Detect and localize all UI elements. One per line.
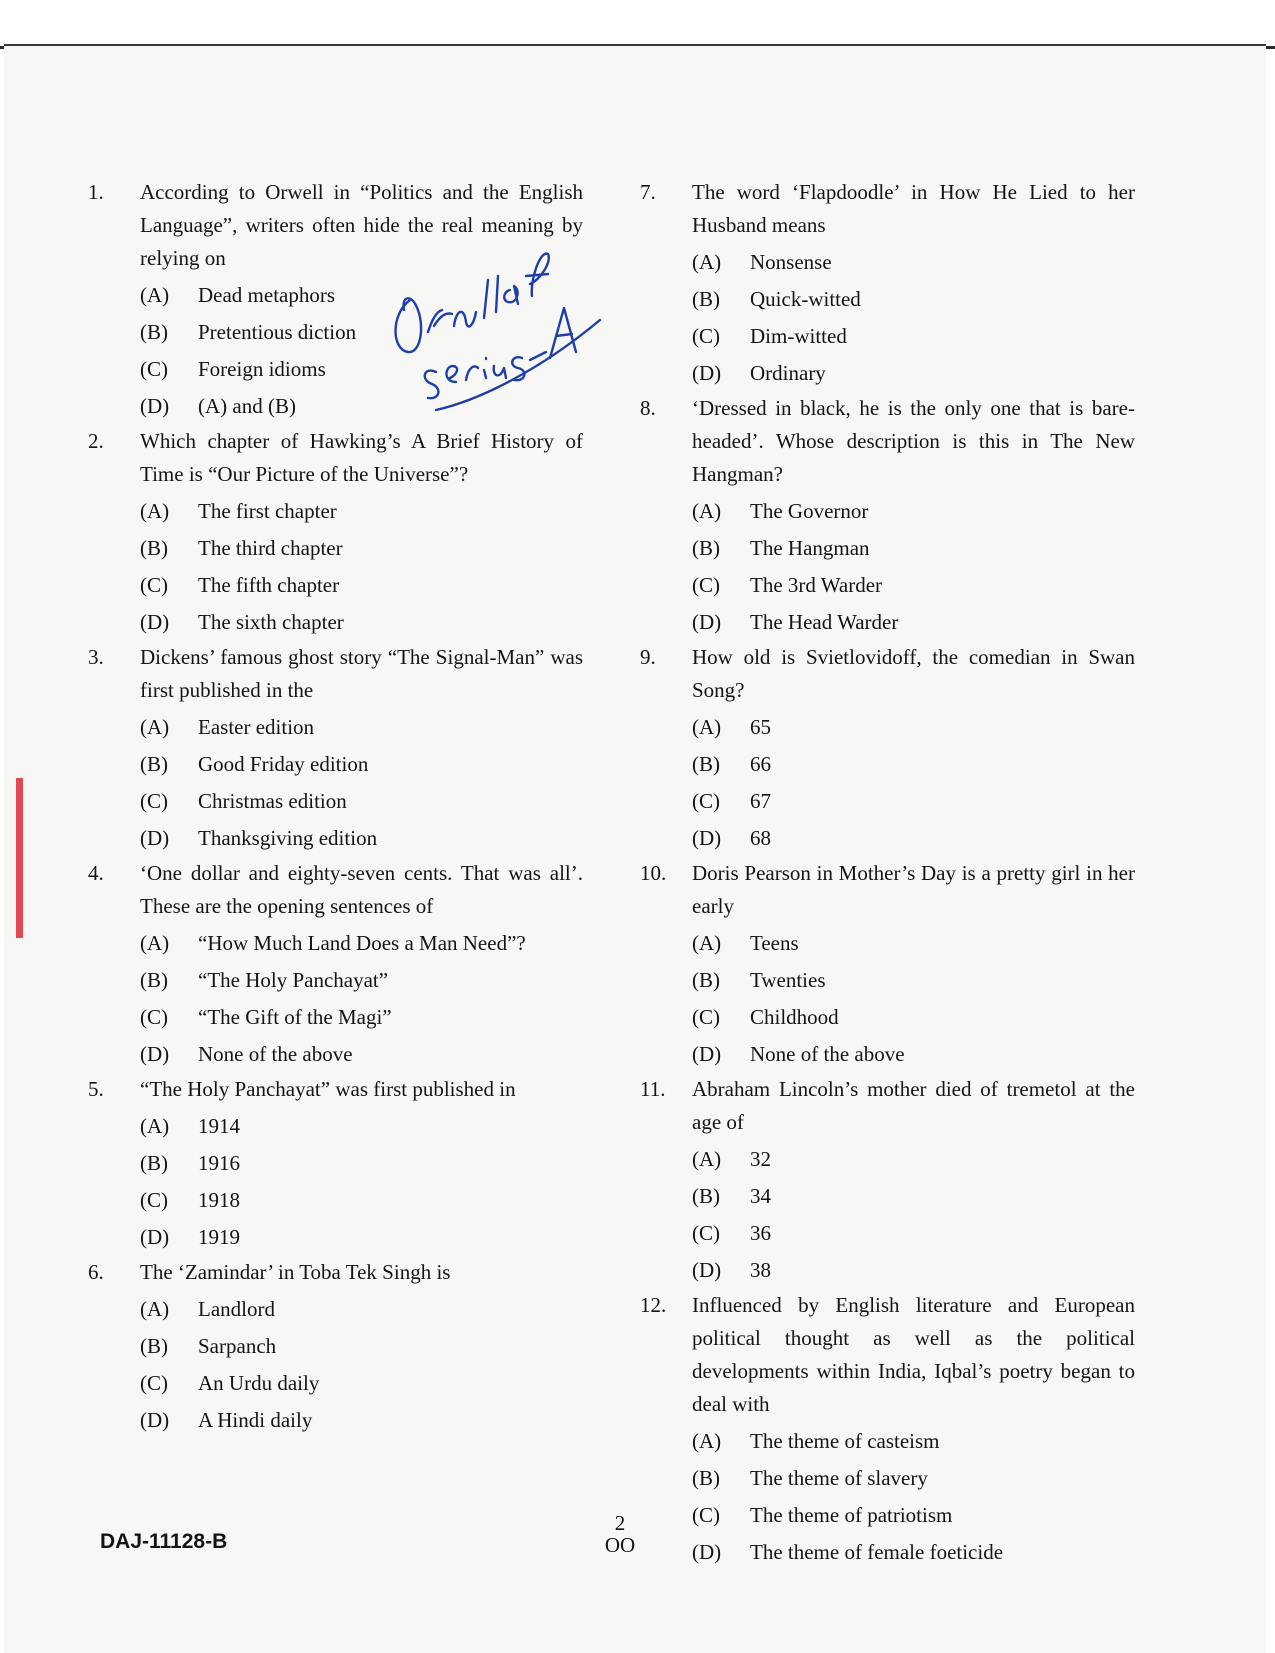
answer-option bbox=[692, 569, 1135, 602]
option-text: Quick-witted bbox=[750, 287, 861, 311]
question-item bbox=[640, 1289, 1135, 1569]
question-stem: Influenced by English literature and European political thought as well as the political developments within India, Iqbal’s poetry began to deal with bbox=[692, 1293, 1135, 1416]
question-stem: Dickens’ famous ghost story “The Signal-Man” was first published in the bbox=[140, 645, 583, 702]
answer-option bbox=[692, 283, 1135, 316]
option-label: (B) bbox=[692, 1184, 720, 1208]
option-text: Easter edition bbox=[198, 715, 315, 739]
option-label: (C) bbox=[692, 324, 720, 348]
option-text: None of the above bbox=[198, 1042, 353, 1066]
option-label: (A) bbox=[692, 250, 722, 274]
question-item bbox=[640, 1073, 1135, 1287]
option-label: (A) bbox=[140, 499, 170, 523]
question-number: 12. bbox=[640, 1293, 667, 1317]
answer-option bbox=[692, 964, 1135, 997]
option-label: (B) bbox=[140, 320, 168, 344]
option-text: Landlord bbox=[198, 1297, 275, 1321]
option-text: The Head Warder bbox=[750, 610, 899, 634]
answer-option bbox=[692, 1217, 1135, 1250]
answer-option bbox=[140, 1038, 583, 1071]
question-number: 3. bbox=[88, 645, 104, 669]
option-text: The Governor bbox=[750, 499, 869, 523]
option-label: (A) bbox=[692, 1147, 722, 1171]
question-stem: Doris Pearson in Mother’s Day is a pretty girl in her early bbox=[692, 861, 1135, 918]
question-stem: ‘One dollar and eighty-seven cents. That was all’. These are the opening sentences of bbox=[140, 861, 583, 918]
question-number: 9. bbox=[640, 645, 656, 669]
answer-option bbox=[140, 1404, 583, 1437]
option-label: (C) bbox=[692, 1005, 720, 1029]
option-label: (A) bbox=[140, 1297, 170, 1321]
answer-option bbox=[692, 1143, 1135, 1176]
option-label: (A) bbox=[140, 1114, 170, 1138]
option-text: 1916 bbox=[198, 1151, 240, 1175]
question-number: 6. bbox=[88, 1260, 104, 1284]
answer-option bbox=[692, 1254, 1135, 1287]
answer-option bbox=[692, 532, 1135, 565]
option-label: (A) bbox=[140, 283, 170, 307]
answer-option bbox=[692, 1462, 1135, 1495]
answer-option bbox=[692, 320, 1135, 353]
answer-option bbox=[140, 495, 583, 528]
question-stem: Which chapter of Hawking’s A Brief History of Time is “Our Picture of the Universe”? bbox=[140, 429, 583, 486]
option-label: (B) bbox=[692, 287, 720, 311]
option-label: (A) bbox=[692, 715, 722, 739]
question-item bbox=[88, 641, 583, 855]
option-text: The Hangman bbox=[750, 536, 870, 560]
option-text: The theme of slavery bbox=[750, 1466, 928, 1490]
page-mark: OO bbox=[604, 1533, 636, 1557]
option-text: Pretentious diction bbox=[198, 320, 357, 344]
option-label: (D) bbox=[692, 610, 722, 634]
scan-top-edge bbox=[0, 0, 1275, 49]
option-label: (B) bbox=[692, 536, 720, 560]
option-label: (B) bbox=[692, 752, 720, 776]
question-number: 1. bbox=[88, 180, 104, 204]
answer-option bbox=[140, 927, 583, 960]
option-label: (B) bbox=[692, 1466, 720, 1490]
option-text: The theme of casteism bbox=[750, 1429, 940, 1453]
option-text: The third chapter bbox=[198, 536, 343, 560]
option-text: Childhood bbox=[750, 1005, 839, 1029]
option-label: (B) bbox=[140, 1151, 168, 1175]
option-label: (A) bbox=[692, 931, 722, 955]
answer-option bbox=[692, 1425, 1135, 1458]
answer-option bbox=[140, 785, 583, 818]
option-label: (D) bbox=[140, 1408, 170, 1432]
question-item bbox=[88, 857, 583, 1071]
option-text: Dead metaphors bbox=[198, 283, 336, 307]
answer-option bbox=[140, 1293, 583, 1326]
answer-option bbox=[140, 532, 583, 565]
answer-option bbox=[140, 822, 583, 855]
question-item bbox=[640, 392, 1135, 639]
option-label: (A) bbox=[140, 715, 170, 739]
question-stem: The word ‘Flapdoodle’ in How He Lied to her Husband means bbox=[692, 180, 1135, 237]
option-label: (D) bbox=[692, 361, 722, 385]
option-text: Ordinary bbox=[750, 361, 826, 385]
option-text: 66 bbox=[750, 752, 771, 776]
answer-option bbox=[692, 785, 1135, 818]
answer-option bbox=[140, 748, 583, 781]
option-text: 32 bbox=[750, 1147, 771, 1171]
option-text: A Hindi daily bbox=[198, 1408, 313, 1432]
option-text: “The Holy Panchayat” bbox=[198, 968, 389, 992]
question-stem: According to Orwell in “Politics and the English Language”, writers often hide the real meaning by relying on bbox=[140, 180, 583, 270]
option-label: (D) bbox=[692, 826, 722, 850]
answer-option bbox=[140, 606, 583, 639]
option-text: “How Much Land Does a Man Need”? bbox=[198, 931, 526, 955]
page-number: 2 OO bbox=[600, 1512, 640, 1556]
answer-option bbox=[692, 246, 1135, 279]
option-text: An Urdu daily bbox=[198, 1371, 320, 1395]
question-number: 10. bbox=[640, 861, 667, 885]
option-label: (C) bbox=[140, 1371, 168, 1395]
question-stem: How old is Svietlovidoff, the comedian in Swan Song? bbox=[692, 645, 1135, 702]
answer-option bbox=[140, 1367, 583, 1400]
option-label: (C) bbox=[692, 1221, 720, 1245]
option-label: (D) bbox=[140, 610, 170, 634]
option-label: (D) bbox=[692, 1042, 722, 1066]
option-text: Nonsense bbox=[750, 250, 832, 274]
option-label: (C) bbox=[692, 1503, 720, 1527]
right-question-column bbox=[640, 176, 1135, 1571]
option-text: None of the above bbox=[750, 1042, 905, 1066]
option-label: (D) bbox=[140, 1225, 170, 1249]
answer-option bbox=[692, 822, 1135, 855]
option-text: Twenties bbox=[750, 968, 826, 992]
option-text: The first chapter bbox=[198, 499, 337, 523]
answer-option bbox=[692, 748, 1135, 781]
question-stem: ‘Dressed in black, he is the only one that is bare-headed’. Whose description is this in The New Hangman? bbox=[692, 396, 1135, 486]
option-label: (B) bbox=[140, 968, 168, 992]
answer-option bbox=[140, 1110, 583, 1143]
answer-option bbox=[140, 1184, 583, 1217]
answer-option bbox=[692, 495, 1135, 528]
option-text: 34 bbox=[750, 1184, 771, 1208]
option-label: (C) bbox=[140, 789, 168, 813]
option-text: 67 bbox=[750, 789, 771, 813]
option-label: (A) bbox=[692, 499, 722, 523]
question-item bbox=[640, 641, 1135, 855]
option-text: 1914 bbox=[198, 1114, 240, 1138]
option-text: Good Friday edition bbox=[198, 752, 369, 776]
question-stem: The ‘Zamindar’ in Toba Tek Singh is bbox=[140, 1260, 451, 1284]
option-text: 36 bbox=[750, 1221, 771, 1245]
question-item bbox=[88, 1073, 583, 1254]
option-label: (C) bbox=[692, 573, 720, 597]
question-number: 4. bbox=[88, 861, 104, 885]
answer-option bbox=[692, 357, 1135, 390]
question-number: 8. bbox=[640, 396, 656, 420]
option-text: Foreign idioms bbox=[198, 357, 326, 381]
option-text: The theme of patriotism bbox=[750, 1503, 953, 1527]
option-label: (A) bbox=[140, 931, 170, 955]
option-text: The fifth chapter bbox=[198, 573, 340, 597]
handwritten-annotation bbox=[380, 240, 610, 420]
answer-option bbox=[140, 569, 583, 602]
option-label: (B) bbox=[692, 968, 720, 992]
question-item bbox=[88, 1256, 583, 1437]
question-number: 5. bbox=[88, 1077, 104, 1101]
option-label: (D) bbox=[140, 394, 170, 418]
answer-option bbox=[692, 711, 1135, 744]
option-text: Christmas edition bbox=[198, 789, 347, 813]
option-text: “The Gift of the Magi” bbox=[198, 1005, 392, 1029]
option-label: (D) bbox=[692, 1258, 722, 1282]
question-stem: Abraham Lincoln’s mother died of tremetol at the age of bbox=[692, 1077, 1135, 1134]
option-label: (C) bbox=[140, 357, 168, 381]
question-stem: “The Holy Panchayat” was first published in bbox=[140, 1077, 516, 1101]
option-text: The 3rd Warder bbox=[750, 573, 883, 597]
answer-option bbox=[140, 1147, 583, 1180]
option-label: (A) bbox=[692, 1429, 722, 1453]
option-text: 65 bbox=[750, 715, 771, 739]
answer-option bbox=[140, 711, 583, 744]
answer-option bbox=[140, 1221, 583, 1254]
option-label: (B) bbox=[140, 1334, 168, 1358]
option-text: Teens bbox=[750, 931, 799, 955]
option-label: (B) bbox=[140, 752, 168, 776]
answer-option bbox=[140, 1001, 583, 1034]
option-text: Sarpanch bbox=[198, 1334, 277, 1358]
answer-option bbox=[692, 1001, 1135, 1034]
answer-option bbox=[692, 1180, 1135, 1213]
answer-option bbox=[140, 964, 583, 997]
question-number: 2. bbox=[88, 429, 104, 453]
option-label: (D) bbox=[140, 1042, 170, 1066]
option-text: 1919 bbox=[198, 1225, 240, 1249]
option-text: Dim-witted bbox=[750, 324, 847, 348]
option-label: (C) bbox=[140, 1188, 168, 1212]
option-label: (B) bbox=[140, 536, 168, 560]
answer-option bbox=[692, 1536, 1135, 1569]
option-label: (D) bbox=[140, 826, 170, 850]
option-label: (C) bbox=[692, 789, 720, 813]
option-text: The theme of female foeticide bbox=[750, 1540, 1004, 1564]
question-item bbox=[88, 425, 583, 639]
question-item bbox=[640, 176, 1135, 390]
answer-option bbox=[692, 1499, 1135, 1532]
question-number: 11. bbox=[640, 1077, 666, 1101]
option-text: 38 bbox=[750, 1258, 771, 1282]
option-text: (A) and (B) bbox=[198, 394, 296, 418]
question-item bbox=[640, 857, 1135, 1071]
question-number: 7. bbox=[640, 180, 656, 204]
booklet-code: DAJ-11128-B bbox=[100, 1530, 228, 1553]
red-margin-mark bbox=[16, 778, 23, 938]
option-text: Thanksgiving edition bbox=[198, 826, 378, 850]
option-text: 1918 bbox=[198, 1188, 240, 1212]
option-text: The sixth chapter bbox=[198, 610, 344, 634]
answer-option bbox=[692, 927, 1135, 960]
option-label: (D) bbox=[692, 1540, 722, 1564]
option-label: (C) bbox=[140, 1005, 168, 1029]
option-label: (C) bbox=[140, 573, 168, 597]
answer-option bbox=[692, 606, 1135, 639]
answer-option bbox=[692, 1038, 1135, 1071]
option-text: 68 bbox=[750, 826, 771, 850]
answer-option bbox=[140, 1330, 583, 1363]
